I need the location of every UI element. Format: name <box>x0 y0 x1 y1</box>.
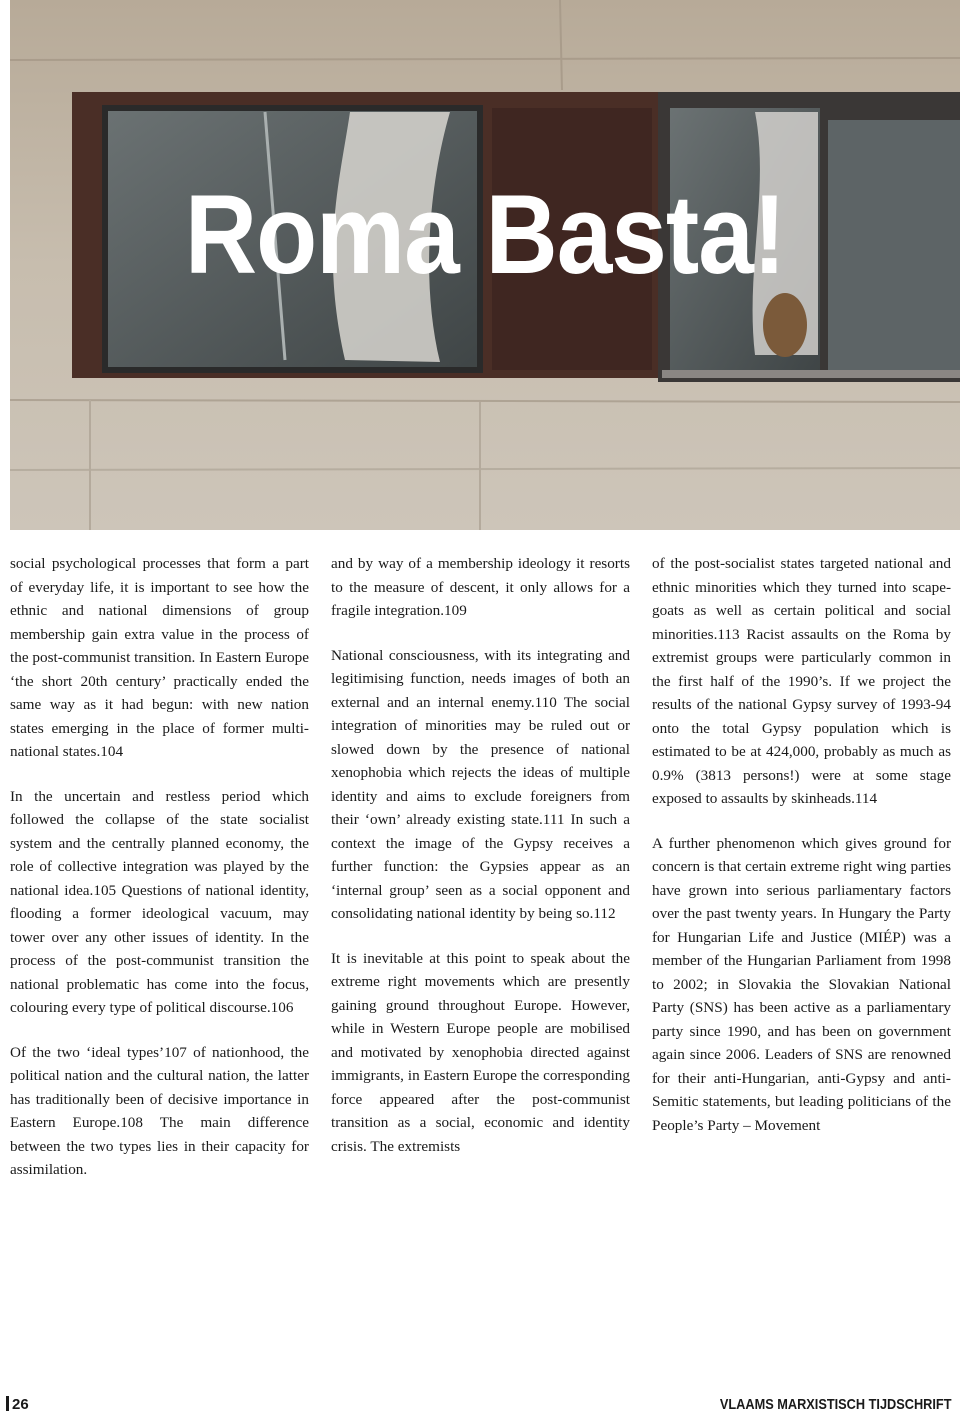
page-number-text: 26 <box>12 1396 29 1413</box>
text-column-2 <box>331 552 630 1179</box>
paragraph: of the post-socialist states targeted national and ethnic minorities which they turned into scape-goats as well as certain political and social minorities.113 Racist assaults on the Roma by extremist groups were particularly common in the first half of the 1990’s. If we project the results of the national Gypsy survey of 1993-94 onto the total Gypsy population which is estimated to be at 424,000, probably as much as 0.9% (3813 persons!) were at some stage exposed to assaults by skinheads.114 <box>652 555 951 807</box>
page-number <box>6 1396 29 1413</box>
paragraph: It is inevitable at this point to speak about the extreme right movements which are presently gaining ground throughout Europe. However, while in Western Europe people are mobilised and motivated by xenophobia directed against immigrants, in Eastern Europe the corresponding force appeared after the post-communist transition as a social, economic and identity crisis. The extremists <box>331 949 630 1155</box>
text-column-3 <box>652 552 951 1158</box>
page-number-bar <box>6 1396 9 1411</box>
paragraph: In the uncertain and restless period which followed the collapse of the state socialist system and the centrally planned economy, the role of collective integration was played by the national idea.105 Questions of national identity, flooding a former ideological vacuum, may tower over any other issues of identity. In the process of the post-communist transition the national problematic has come into the focus, colouring every type of political discourse.106 <box>10 787 309 1016</box>
paragraph: A further phenomenon which gives ground for concern is that certain extreme right wing parties have grown into serious parliamentary factors over the past twenty years. In Hungary the Party for Hungarian Life and Justice (MIÉP) was a member of the Hungarian Parliament from 1998 to 2002; in Slovakia the Slovakian National Party (SNS) has been active as a parliamentary party since 1990, and has been on government again since 2006. Leaders of SNS are renowned for their anti-Hungarian, anti-Gypsy and anti-Semitic statements, but leading politicians of the People’s Party – Movement <box>652 834 951 1134</box>
cover-photo <box>10 0 960 530</box>
photo-headline: Roma Basta! <box>184 172 786 298</box>
paragraph: and by way of a membership ideology it resorts to the measure of descent, it only allows for a fragile integration.109 <box>331 555 630 619</box>
paragraph: Of the two ‘ideal types’107 of nationhood, the political nation and the cultural nation, the latter has traditionally been of decisive importance in Eastern Europe.108 The main difference between the two types lies in their capacity for assimilation. <box>10 1043 309 1178</box>
journal-title: VLAAMS MARXISTISCH TIJDSCHRIFT <box>720 1396 952 1413</box>
paragraph: social psychological processes that form a part of everyday life, it is important to see how the ethnic and national dimensions of group membership gain extra value in the process of the post-communist transition. In Eastern Europe ‘the short 20th century’ practically ended the same way as it had begun: with new nation states emerging in the place of former multi-national states.104 <box>10 555 309 760</box>
paragraph: National consciousness, with its integrating and legitimising function, needs images of both an external and an internal enemy.110 The social integration of minorities may be ruled out or slowed down by the presence of national xenophobia which rejects the ideas of multiple identity and aims to exclude foreigners from their ‘own’ already existing state.111 In such a context the image of the Gypsy receives a further function: the Gypsies appear as an ‘internal group’ seen as a social opponent and consolidating national identity by being so.112 <box>331 646 630 922</box>
text-column-1 <box>10 552 309 1203</box>
